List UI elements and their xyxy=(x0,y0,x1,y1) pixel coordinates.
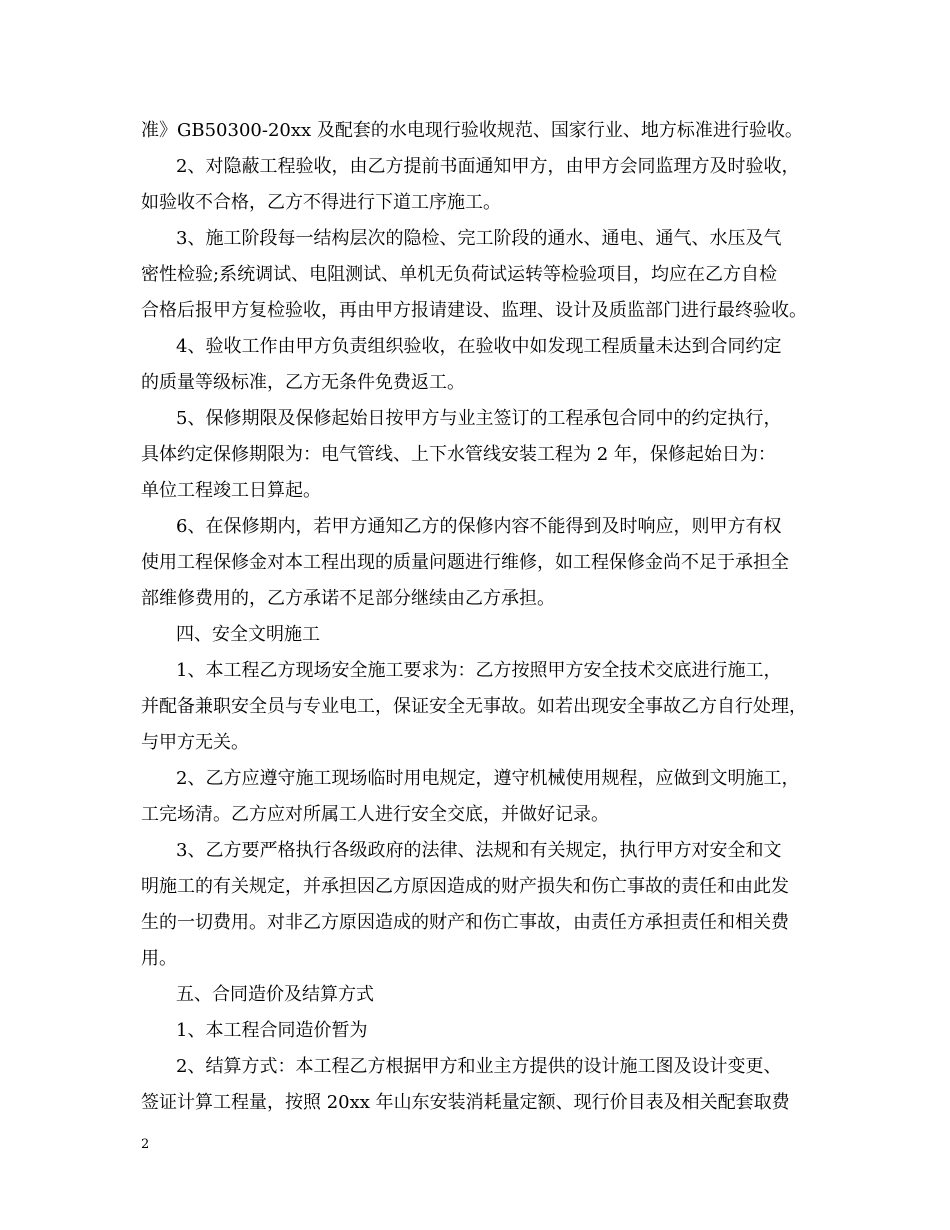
text-line: 3、乙方要严格执行各级政府的法律、法规和有关规定，执行甲方对安全和文 xyxy=(176,840,782,861)
text-line: 用。 xyxy=(141,948,177,969)
section-heading: 五、合同造价及结算方式 xyxy=(176,984,374,1005)
text-line: 密性检验;系统调试、电阻测试、单机无负荷试运转等检验项目，均应在乙方自检 xyxy=(141,264,778,285)
text-line: 签证计算工程量，按照 20xx 年山东安装消耗量定额、现行价目表及相关配套取费 xyxy=(141,1092,790,1113)
text-line: 5、保修期限及保修起始日按甲方与业主签订的工程承包合同中的约定执行， xyxy=(176,408,782,429)
text-line: 并配备兼职安全员与专业电工，保证安全无事故。如若出现安全事故乙方自行处理， xyxy=(141,696,807,717)
page-number: 2 xyxy=(141,1137,150,1152)
text-line: 如验收不合格，乙方不得进行下道工序施工。 xyxy=(141,192,501,213)
text-line: 准》GB50300-20xx 及配套的水电现行验收规范、国家行业、地方标准进行验收。 xyxy=(141,120,803,141)
text-line: 明施工的有关规定，并承担因乙方原因造成的财产损失和伤亡事故的责任和由此发 xyxy=(141,876,789,897)
text-line: 的质量等级标准，乙方无条件免费返工。 xyxy=(141,372,465,393)
text-line: 与甲方无关。 xyxy=(141,732,249,753)
text-line: 4、验收工作由甲方负责组织验收，在验收中如发现工程质量未达到合同约定 xyxy=(176,336,782,357)
text-line: 3、施工阶段每一结构层次的隐检、完工阶段的通水、通电、通气、水压及气 xyxy=(176,228,782,249)
text-line: 2、结算方式：本工程乙方根据甲方和业主方提供的设计施工图及设计变更、 xyxy=(176,1056,782,1077)
text-line: 6、在保修期内，若甲方通知乙方的保修内容不能得到及时响应，则甲方有权 xyxy=(176,516,782,537)
text-line: 1、本工程合同造价暂为 xyxy=(176,1020,368,1041)
text-line: 具体约定保修期限为：电气管线、上下水管线安装工程为 2 年，保修起始日为： xyxy=(141,444,776,465)
text-line: 工完场清。乙方应对所属工人进行安全交底，并做好记录。 xyxy=(141,804,609,825)
text-line: 2、乙方应遵守施工现场临时用电规定，遵守机械使用规程，应做到文明施工， xyxy=(176,768,800,789)
text-line: 2、对隐蔽工程验收，由乙方提前书面通知甲方，由甲方会同监理方及时验收， xyxy=(176,156,800,177)
text-line: 单位工程竣工日算起。 xyxy=(141,480,321,501)
text-line: 生的一切费用。对非乙方原因造成的财产和伤亡事故，由责任方承担责任和相关费 xyxy=(141,912,789,933)
section-heading: 四、安全文明施工 xyxy=(176,624,320,645)
text-line: 使用工程保修金对本工程出现的质量问题进行维修，如工程保修金尚不足于承担全 xyxy=(141,552,789,573)
text-line: 合格后报甲方复检验收，再由甲方报请建设、监理、设计及质监部门进行最终验收。 xyxy=(141,300,807,321)
text-line: 部维修费用的，乙方承诺不足部分继续由乙方承担。 xyxy=(141,588,555,609)
text-line: 1、本工程乙方现场安全施工要求为：乙方按照甲方安全技术交底进行施工， xyxy=(176,660,782,681)
